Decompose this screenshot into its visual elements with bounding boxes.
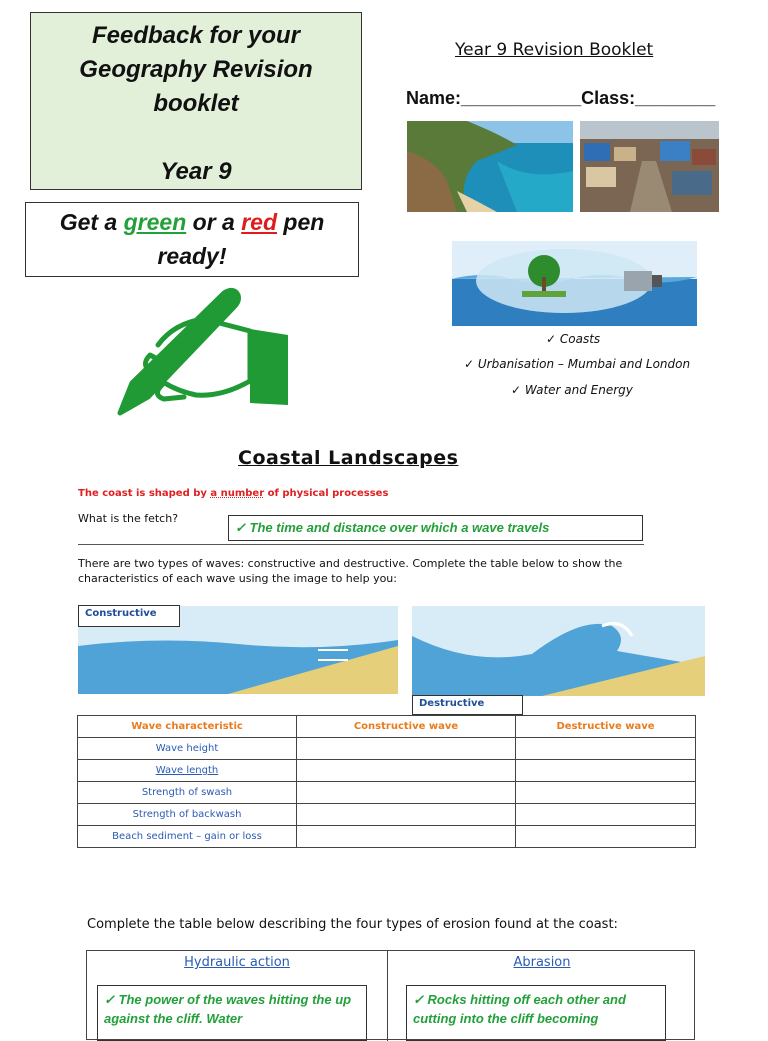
coast-photo xyxy=(407,121,573,212)
table-cell-input[interactable] xyxy=(516,826,696,848)
check-icon: ✓ xyxy=(235,520,246,535)
table-cell-input[interactable] xyxy=(297,826,516,848)
feedback-title-box xyxy=(30,12,362,190)
pen-prompt-mid: or a xyxy=(192,209,235,235)
pen-prompt-box xyxy=(25,202,359,277)
topic-item-urbanisation: ✓ Urbanisation – Mumbai and London xyxy=(464,357,691,371)
booklet-title: Year 9 Revision Booklet xyxy=(455,40,654,60)
erosion-col2-answer-box xyxy=(406,985,666,1041)
check-icon: ✓ xyxy=(413,992,424,1007)
coastal-subtitle: The coast is shaped by a number of physical processes xyxy=(78,488,389,499)
table-row xyxy=(78,804,696,826)
table-cell-input[interactable] xyxy=(516,804,696,826)
coastal-title: Coastal Landscapes xyxy=(238,447,459,469)
check-icon: ✓ xyxy=(511,383,522,397)
feedback-line-3: booklet xyxy=(153,90,239,117)
table-cell-input[interactable] xyxy=(516,760,696,782)
feedback-year: Year 9 xyxy=(160,158,232,185)
pen-prompt-post: pen xyxy=(283,209,325,235)
table-row xyxy=(78,738,696,760)
table-cell: Wave height xyxy=(78,738,297,760)
table-cell-input[interactable] xyxy=(297,760,516,782)
waves-instructions: There are two types of waves: constructive and destructive. Complete the table below to show the characteristics of each wave using the image to help you: xyxy=(78,557,623,585)
topic-item-coasts: ✓ Coasts xyxy=(546,332,601,346)
feedback-line-1: Feedback for your xyxy=(91,22,301,49)
topic-item-water: ✓ Water and Energy xyxy=(511,383,633,397)
table-cell-input[interactable] xyxy=(297,738,516,760)
table-cell: Strength of swash xyxy=(78,782,297,804)
fetch-answer-box xyxy=(228,515,643,541)
pen-prompt-line2: ready! xyxy=(157,243,227,269)
table-header-row xyxy=(78,716,696,738)
wave-characteristics-table xyxy=(77,715,696,848)
table-cell: Strength of backwash xyxy=(78,804,297,826)
fetch-answer: The time and distance over which a wave travels xyxy=(249,520,550,535)
check-icon: ✓ xyxy=(464,357,475,371)
table-cell-input[interactable] xyxy=(516,738,696,760)
feedback-line-2: Geography Revision xyxy=(79,56,313,83)
check-icon: ✓ xyxy=(546,332,557,346)
slum-photo xyxy=(580,121,719,212)
table-cell-input[interactable] xyxy=(297,782,516,804)
erosion-col1-answer: The power of the waves hitting the up against the cliff. Water xyxy=(104,992,352,1026)
water-lightbulb-image xyxy=(452,241,697,326)
erosion-col1-answer-box xyxy=(97,985,367,1041)
table-row xyxy=(78,760,696,782)
destructive-wave-diagram xyxy=(412,606,705,696)
name-class-line: Name:____________Class:________ xyxy=(406,88,716,108)
erosion-col1-title: Hydraulic action xyxy=(184,955,290,970)
constructive-label: Constructive xyxy=(78,605,180,627)
erosion-col2-title: Abrasion xyxy=(513,955,571,970)
pen-prompt-red: red xyxy=(241,209,278,235)
erosion-instructions: Complete the table below describing the four types of erosion found at the coast: xyxy=(87,917,618,932)
destructive-label: Destructive xyxy=(412,695,523,715)
divider xyxy=(78,544,644,545)
fetch-question: What is the fetch? xyxy=(78,512,179,525)
pen-prompt-green: green xyxy=(123,209,187,235)
hand-writing-icon xyxy=(112,285,292,417)
table-header: Wave characteristic xyxy=(78,716,297,738)
table-row xyxy=(78,826,696,848)
table-cell-input[interactable] xyxy=(516,782,696,804)
table-header: Constructive wave xyxy=(297,716,516,738)
pen-prompt-pre: Get a xyxy=(59,209,118,235)
table-cell-input[interactable] xyxy=(297,804,516,826)
table-row xyxy=(78,782,696,804)
check-icon: ✓ xyxy=(104,992,115,1007)
table-cell: Beach sediment – gain or loss xyxy=(78,826,297,848)
erosion-col2-answer: Rocks hitting off each other and cutting into the cliff becoming xyxy=(413,992,626,1026)
erosion-table xyxy=(86,950,695,1040)
table-header: Destructive wave xyxy=(516,716,696,738)
table-cell: Wave length xyxy=(78,760,297,782)
